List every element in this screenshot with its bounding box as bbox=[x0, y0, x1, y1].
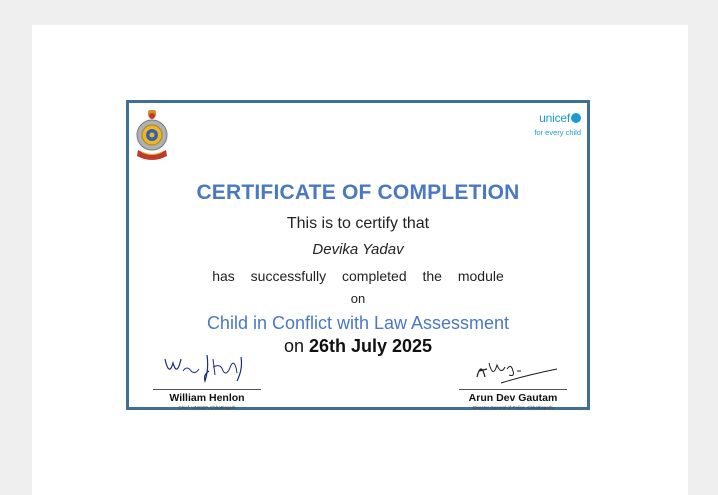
signature-arun-dev-gautam bbox=[457, 351, 569, 384]
police-emblem-icon bbox=[134, 108, 170, 166]
recipient-name: Devika Yadav bbox=[312, 241, 404, 258]
module-name: Child in Conflict with Law Assessment bbox=[206, 313, 510, 333]
signatory-name-left: William Henlon bbox=[169, 392, 245, 404]
signature-rule-left bbox=[153, 389, 261, 390]
unicef-globe-icon bbox=[571, 113, 581, 123]
unicef-tagline: for every child bbox=[534, 128, 581, 137]
certificate-card bbox=[126, 100, 590, 410]
certify-line: This is to certify that bbox=[286, 215, 430, 232]
unicef-logo bbox=[534, 109, 581, 137]
signatory-title-right: Director General of Police, Chhattisgarh bbox=[473, 405, 553, 410]
certificate-title: CERTIFICATE OF COMPLETION bbox=[196, 181, 520, 204]
unicef-wordmark: unicef bbox=[539, 111, 570, 125]
date-prefix: on bbox=[283, 336, 309, 356]
signature-block-right bbox=[457, 351, 569, 410]
completion-statement: has successfully completed the module bbox=[212, 268, 504, 284]
on-word: on bbox=[350, 291, 366, 306]
signatory-name-right: Arun Dev Gautam bbox=[468, 392, 558, 404]
completion-date: 26th July 2025 bbox=[308, 336, 433, 356]
signature-william-henlon bbox=[151, 351, 263, 384]
signature-rule-right bbox=[459, 389, 567, 390]
signature-block-left bbox=[151, 351, 263, 410]
signatory-title-left: Chief, UNICEF, Chhattisgarh bbox=[178, 405, 236, 410]
